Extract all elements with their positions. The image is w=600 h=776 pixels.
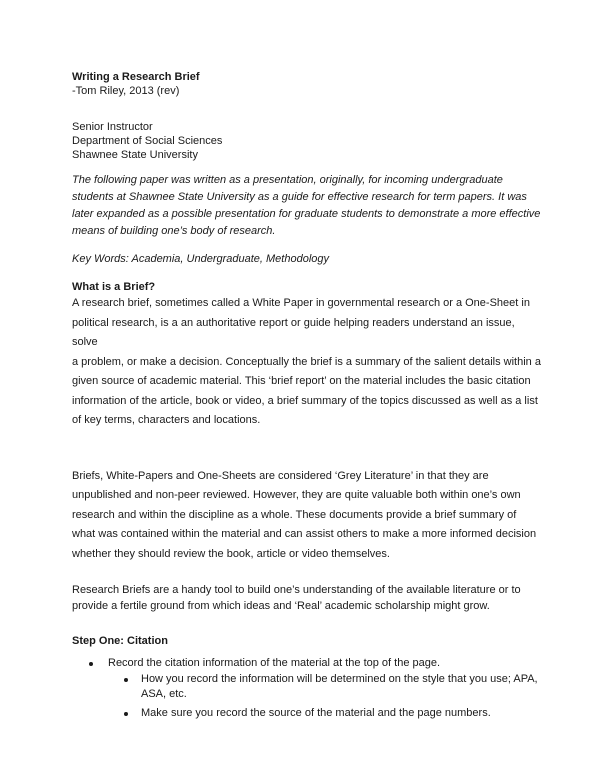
paragraph-line: whether they should review the book, article or video themselves. [72, 547, 390, 560]
paragraph-line: A research brief, sometimes called a White Paper in governmental research or a One-Sheet in [72, 297, 530, 309]
document-page [72, 70, 542, 725]
paragraph-line: provide a fertile ground from which ideas and ‘Real’ academic scholarship might grow. [72, 600, 490, 612]
author-university: Shawnee State University [72, 149, 198, 161]
paragraph-line: research and within the discipline as a whole. These documents provide a brief summary of [72, 508, 517, 521]
abstract [72, 172, 542, 240]
sub-list-item [108, 672, 542, 702]
brief-paragraph-3 [72, 582, 542, 614]
sub-list-item-text: Make sure you record the source of the material and the page numbers. [141, 707, 491, 719]
author-byline: -Tom Riley, 2013 (rev) [72, 85, 180, 97]
list-item-text: Record the citation information of the material at the top of the page. [108, 657, 441, 669]
document-title: Writing a Research Brief [72, 71, 200, 83]
bullet-icon [89, 662, 93, 666]
section-heading-what-is-a-brief: What is a Brief? [72, 281, 156, 293]
sub-list-item-text: ASA, etc. [141, 688, 187, 700]
paragraph-line: of key terms, characters and locations. [72, 414, 261, 426]
author-department: Department of Social Sciences [72, 135, 223, 147]
brief-paragraph-2 [72, 467, 542, 565]
paragraph-line: what was contained within the material and can assist others to make a more informed decision [72, 528, 537, 540]
brief-paragraph-1 [72, 294, 542, 431]
paragraph-line: given source of academic material. This ‘brief report’ on the material includes the basic citation [72, 375, 531, 387]
paragraph-line: Briefs, White-Papers and One-Sheets are considered ‘Grey Literature’ in that they are [72, 469, 489, 482]
paragraph-line: information of the article, book or video, a brief summary of the topics discussed as well as a list [72, 394, 538, 407]
author-position: Senior Instructor [72, 121, 153, 133]
keywords: Key Words: Academia, Undergraduate, Methodology [72, 253, 330, 265]
bullet-icon [124, 678, 128, 682]
abstract-line: later expanded as a possible presentation for graduate students to demonstrate a more effective [72, 208, 541, 220]
abstract-line: means of building one’s body of research. [72, 225, 276, 237]
paragraph-line: political research, is a an authoritative report or guide helping readers understand an issue, solve [72, 316, 515, 348]
step-one-list [72, 656, 542, 721]
abstract-line: students at Shawnee State University as a guide for effective research for term papers. It was [72, 191, 527, 203]
abstract-line: The following paper was written as a presentation, originally, for incoming undergraduate [72, 174, 503, 186]
section-heading-step-one: Step One: Citation [72, 635, 168, 647]
sub-list [108, 672, 542, 721]
paragraph-line: Research Briefs are a handy tool to build one’s understanding of the available literature or to [72, 584, 521, 596]
sub-list-item-text: How you record the information will be determined on the style that you use; APA, [141, 673, 538, 685]
sub-list-item [108, 706, 542, 721]
list-item [72, 656, 542, 721]
paragraph-line: a problem, or make a decision. Conceptually the brief is a summary of the salient details within a [72, 355, 541, 368]
bullet-icon [124, 712, 128, 716]
paragraph-line: unpublished and non-peer reviewed. However, they are quite valuable both within one’s own [72, 489, 521, 501]
